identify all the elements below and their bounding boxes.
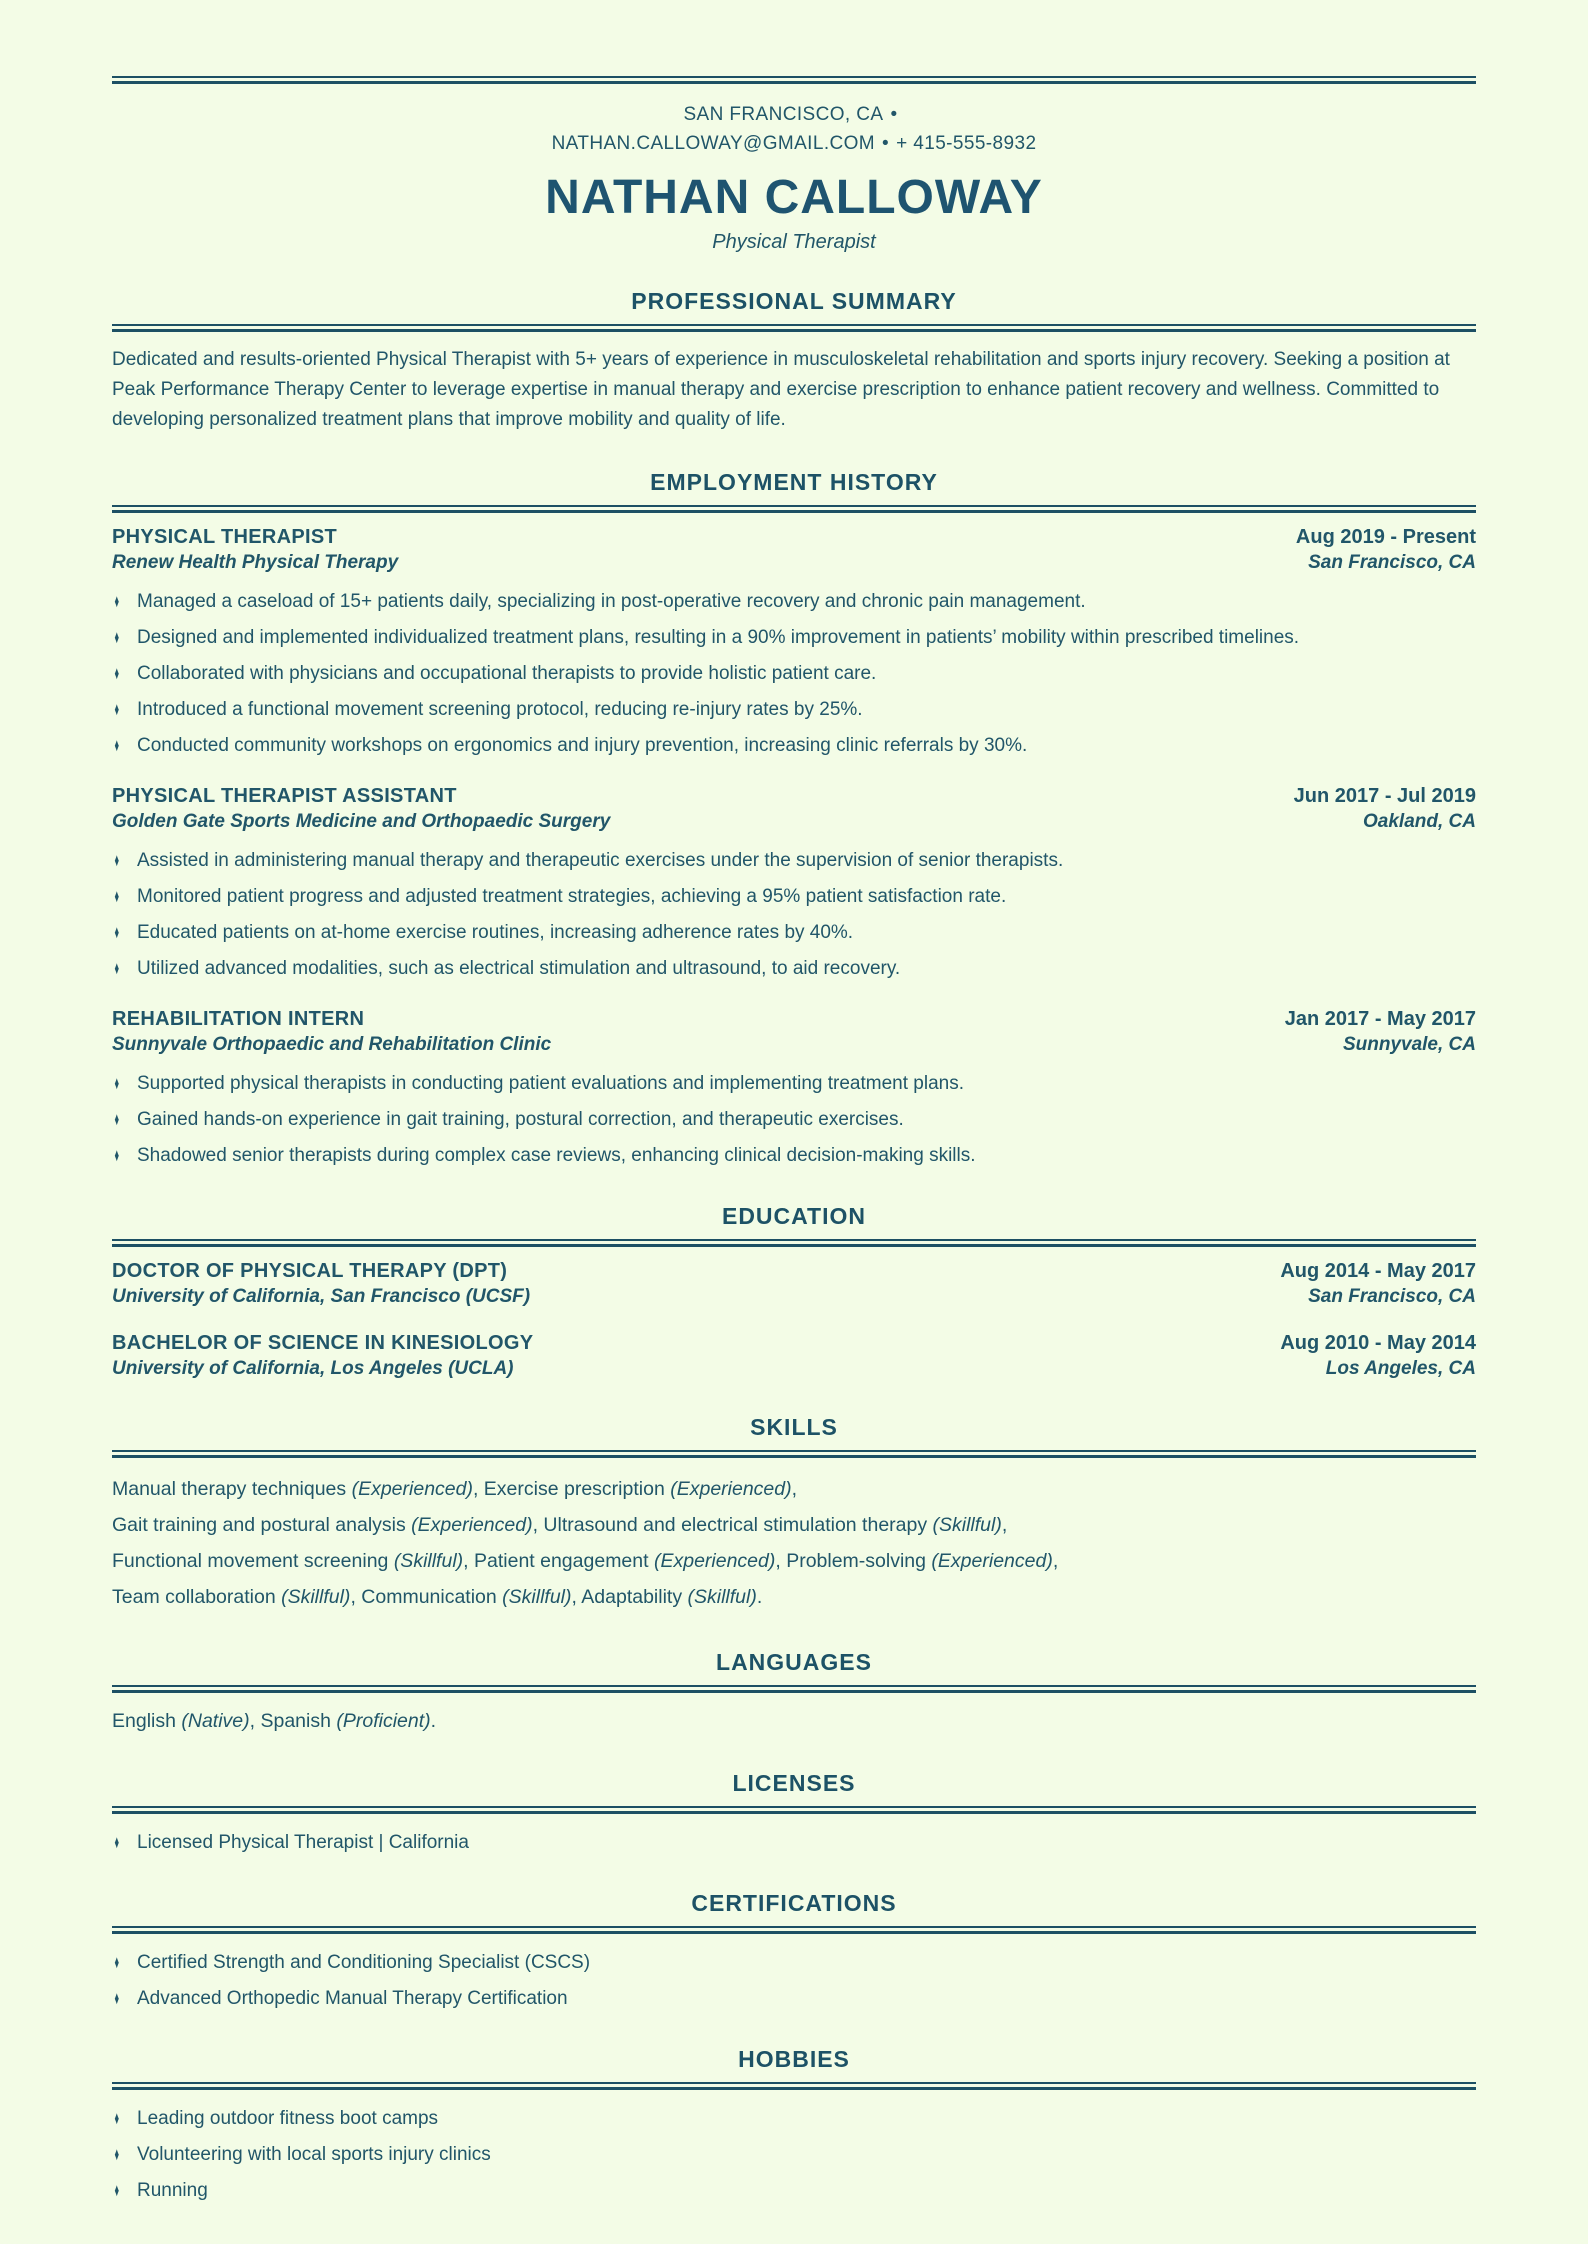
list-item (112, 2177, 1476, 2204)
diamond-bullet-icon: ♦ (114, 886, 120, 906)
section-title-hobbies: HOBBIES (738, 2046, 850, 2072)
job-bullet-list (112, 1070, 1476, 1169)
section-title-certifications: CERTIFICATIONS (691, 1890, 897, 1916)
skill-level: (Experienced) (931, 1550, 1053, 1572)
contact-line-1 (112, 100, 1476, 129)
section-divider (112, 1450, 1476, 1458)
section-title-employment: EMPLOYMENT HISTORY (650, 469, 938, 495)
section-title-skills: SKILLS (750, 1414, 838, 1440)
bullet-text: Educated patients on at-home exercise routines, increasing adherence rates by 40%. (137, 922, 854, 943)
job-bullet-list (112, 847, 1476, 982)
section-divider (112, 1685, 1476, 1693)
diamond-bullet-icon: ♦ (114, 1145, 120, 1165)
list-item (112, 732, 1476, 759)
skill-level: (Skillful) (932, 1514, 1002, 1536)
contact-phone: + 415-555-8932 (896, 133, 1037, 154)
summary-text: Dedicated and results-oriented Physical Therapist with 5+ years of experience in musculoskeletal rehabilitation and sports injury recovery. Seeking a position at Peak Performance Therapy Center to leverage expertise in manual therapy and exercise prescription to enhance patient recovery and wellness. Committed to developing personalized treatment plans that improve mobility and quality of life. (112, 349, 1450, 430)
section-divider (112, 1239, 1476, 1247)
skill-name: , Communication (350, 1586, 503, 1608)
language-name: , Spanish (249, 1710, 337, 1732)
list-item (112, 624, 1476, 651)
skill-level: (Experienced) (670, 1478, 792, 1500)
education-dates: Aug 2010 - May 2014 (1280, 1332, 1476, 1354)
education-degree: BACHELOR OF SCIENCE IN KINESIOLOGY (112, 1332, 534, 1354)
diamond-bullet-icon: ♦ (114, 627, 120, 647)
bullet-text: Introduced a functional movement screening protocol, reducing re-injury rates by 25%. (137, 699, 863, 720)
diamond-bullet-icon: ♦ (114, 958, 120, 978)
licenses-list (112, 1829, 1476, 1856)
skill-name: Manual therapy techniques (112, 1478, 352, 1500)
bullet-text: Certified Strength and Conditioning Specialist (CSCS) (137, 1952, 591, 1973)
job-dates: Jan 2017 - May 2017 (1284, 1008, 1476, 1030)
diamond-bullet-icon: ♦ (114, 735, 120, 755)
skill-name: Team collaboration (112, 1586, 282, 1608)
section-divider (112, 505, 1476, 513)
section-divider (112, 1806, 1476, 1814)
hobbies-list (112, 2105, 1476, 2204)
section-summary (112, 288, 1476, 435)
section-languages (112, 1649, 1476, 1736)
education-entry (112, 1332, 1476, 1380)
skill-level: (Skillful) (281, 1586, 351, 1608)
bullet-text: Conducted community workshops on ergonomics and injury prevention, increasing clinic referrals by 30%. (137, 735, 1028, 756)
list-item (112, 2105, 1476, 2132)
section-title-languages: LANGUAGES (716, 1649, 872, 1675)
bullet-text: Assisted in administering manual therapy and therapeutic exercises under the supervision of senior therapists. (137, 850, 1064, 871)
list-item (112, 955, 1476, 982)
job-entry (112, 1008, 1476, 1169)
job-company: Renew Health Physical Therapy (112, 552, 399, 573)
education-location: San Francisco, CA (1308, 1286, 1476, 1307)
job-company: Golden Gate Sports Medicine and Orthopaedic Surgery (112, 811, 611, 832)
language-name: English (112, 1710, 182, 1732)
education-entry (112, 1260, 1476, 1308)
job-entry (112, 785, 1476, 982)
skill-name: , Patient engagement (463, 1550, 654, 1572)
diamond-bullet-icon: ♦ (114, 1832, 120, 1852)
skill-level: (Experienced) (653, 1550, 776, 1572)
section-employment (112, 469, 1476, 1169)
skill-name: Gait training and postural analysis (112, 1514, 412, 1536)
list-item (112, 660, 1476, 687)
diamond-bullet-icon: ♦ (114, 1109, 120, 1129)
contact-line-2 (112, 129, 1476, 158)
bullet-text: Designed and implemented individualized treatment plans, resulting in a 90% improvement in patients’ mobility within prescribed timelines. (137, 627, 1300, 648)
job-role: PHYSICAL THERAPIST (112, 526, 338, 548)
job-dates: Jun 2017 - Jul 2019 (1293, 785, 1476, 807)
list-item (112, 1106, 1476, 1133)
skill-name: , Problem-solving (775, 1550, 932, 1572)
education-degree: DOCTOR OF PHYSICAL THERAPY (DPT) (112, 1260, 508, 1282)
certifications-list (112, 1949, 1476, 2012)
diamond-bullet-icon: ♦ (114, 1073, 120, 1093)
resume-page (112, 0, 1476, 2204)
section-education (112, 1203, 1476, 1380)
list-item (112, 883, 1476, 910)
bullet-text: Monitored patient progress and adjusted treatment strategies, achieving a 95% patient satisfaction rate. (137, 886, 1007, 907)
diamond-bullet-icon: ♦ (114, 2180, 120, 2200)
skill-level: (Experienced) (411, 1514, 533, 1536)
candidate-role: Physical Therapist (712, 231, 876, 253)
skills-line (112, 1507, 1476, 1543)
section-divider (112, 1926, 1476, 1934)
list-item (112, 919, 1476, 946)
skill-level: (Skillful) (393, 1550, 464, 1572)
skills-line (112, 1579, 1476, 1615)
job-location: San Francisco, CA (1308, 552, 1476, 573)
diamond-bullet-icon: ♦ (114, 2144, 120, 2164)
bullet-text: Supported physical therapists in conducting patient evaluations and implementing treatment plans. (137, 1073, 965, 1094)
skill-name: , Adaptability (571, 1586, 688, 1608)
diamond-bullet-icon: ♦ (114, 2108, 120, 2128)
languages-line (112, 1706, 1476, 1736)
job-dates: Aug 2019 - Present (1295, 526, 1476, 548)
job-role: PHYSICAL THERAPIST ASSISTANT (112, 785, 457, 807)
bullet-text: Volunteering with local sports injury clinics (137, 2144, 491, 2165)
bullet-text: Utilized advanced modalities, such as electrical stimulation and ultrasound, to aid recovery. (137, 958, 901, 979)
section-licenses (112, 1770, 1476, 1856)
list-item (112, 1949, 1476, 1976)
language-level: (Native) (181, 1710, 250, 1732)
bullet-text: Managed a caseload of 15+ patients daily, specializing in post-operative recovery and chronic pain management. (137, 591, 1086, 612)
skills-line (112, 1543, 1476, 1579)
skill-level: (Skillful) (502, 1586, 572, 1608)
bullet-text: Shadowed senior therapists during complex case reviews, enhancing clinical decision-making skills. (137, 1145, 976, 1166)
section-divider (112, 2082, 1476, 2090)
job-company: Sunnyvale Orthopaedic and Rehabilitation Clinic (112, 1034, 552, 1055)
education-location: Los Angeles, CA (1325, 1358, 1476, 1379)
education-school: University of California, San Francisco (UCSF) (112, 1286, 531, 1307)
skill-name: , Exercise prescription (472, 1478, 671, 1500)
punctuation: . (430, 1710, 437, 1732)
contact-separator: • (890, 104, 898, 125)
contact-block (112, 100, 1476, 158)
job-role: REHABILITATION INTERN (112, 1008, 365, 1030)
job-bullet-list (112, 588, 1476, 759)
list-item (112, 588, 1476, 615)
diamond-bullet-icon: ♦ (114, 591, 120, 611)
skill-name: , Ultrasound and electrical stimulation therapy (532, 1514, 933, 1536)
punctuation: , (791, 1478, 798, 1500)
language-level: (Proficient) (336, 1710, 431, 1732)
punctuation: . (756, 1586, 763, 1608)
contact-email: NATHAN.CALLOWAY@GMAIL.COM (551, 133, 876, 154)
skill-level: (Experienced) (351, 1478, 473, 1500)
bullet-text: Advanced Orthopedic Manual Therapy Certification (137, 1988, 568, 2009)
diamond-bullet-icon: ♦ (114, 699, 120, 719)
contact-location: SAN FRANCISCO, CA (683, 104, 884, 125)
job-location: Oakland, CA (1363, 811, 1476, 832)
section-title-licenses: LICENSES (732, 1770, 856, 1796)
diamond-bullet-icon: ♦ (114, 850, 120, 870)
list-item (112, 1070, 1476, 1097)
diamond-bullet-icon: ♦ (114, 663, 120, 683)
skill-name: Functional movement screening (112, 1550, 394, 1572)
skill-level: (Skillful) (687, 1586, 757, 1608)
list-item (112, 847, 1476, 874)
diamond-bullet-icon: ♦ (114, 1988, 120, 2008)
contact-separator: • (882, 133, 890, 154)
candidate-name: NATHAN CALLOWAY (545, 171, 1043, 224)
bullet-text: Licensed Physical Therapist | California (137, 1832, 469, 1853)
bullet-text: Running (137, 2180, 208, 2201)
list-item (112, 1985, 1476, 2012)
skills-line (112, 1471, 1476, 1507)
bullet-text: Gained hands-on experience in gait training, postural correction, and therapeutic exercises. (137, 1109, 904, 1130)
job-location: Sunnyvale, CA (1342, 1034, 1476, 1055)
list-item (112, 696, 1476, 723)
diamond-bullet-icon: ♦ (114, 922, 120, 942)
section-certifications (112, 1890, 1476, 2012)
section-hobbies (112, 2046, 1476, 2204)
list-item (112, 1829, 1476, 1856)
list-item (112, 2141, 1476, 2168)
section-title-summary: PROFESSIONAL SUMMARY (631, 288, 957, 314)
job-entry (112, 526, 1476, 759)
punctuation: , (1052, 1550, 1059, 1572)
section-title-education: EDUCATION (721, 1203, 866, 1229)
list-item (112, 1142, 1476, 1169)
top-divider (112, 76, 1476, 84)
education-school: University of California, Los Angeles (UCLA) (112, 1358, 514, 1379)
section-skills (112, 1414, 1476, 1615)
bullet-text: Leading outdoor fitness boot camps (137, 2108, 439, 2129)
education-dates: Aug 2014 - May 2017 (1280, 1260, 1476, 1282)
section-divider (112, 324, 1476, 332)
bullet-text: Collaborated with physicians and occupational therapists to provide holistic patient care. (137, 663, 877, 684)
diamond-bullet-icon: ♦ (114, 1952, 120, 1972)
punctuation: , (1001, 1514, 1008, 1536)
